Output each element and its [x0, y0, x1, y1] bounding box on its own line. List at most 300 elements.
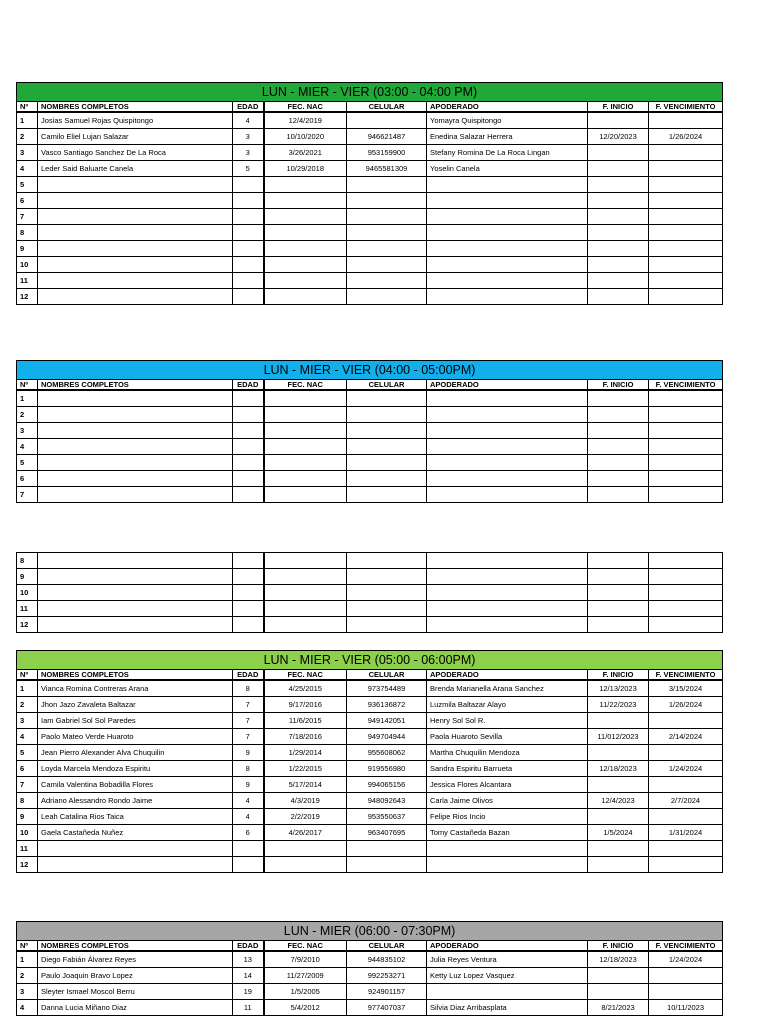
start-date-cell [588, 617, 649, 633]
guardian-cell [427, 257, 588, 273]
expiry-date-cell [649, 841, 723, 857]
row-number-cell: 4 [17, 729, 38, 745]
phone-cell [347, 390, 427, 407]
full-name-cell: Danna Lucia Miñano Diaz [38, 1000, 233, 1016]
guardian-cell [427, 209, 588, 225]
table-row [17, 984, 723, 1000]
age-cell: 7 [233, 729, 264, 745]
start-date-cell [588, 487, 649, 503]
birth-date-cell [264, 225, 347, 241]
header-phone: CELULAR [347, 941, 427, 952]
full-name-cell: Adriano Alessandro Rondo Jaime [38, 793, 233, 809]
expiry-date-cell: 2/14/2024 [649, 729, 723, 745]
header-age: EDAD [233, 102, 264, 113]
header-guardian: APODERADO [427, 670, 588, 681]
birth-date-cell: 2/2/2019 [264, 809, 347, 825]
age-cell: 13 [233, 951, 264, 968]
header-number: Nº [17, 941, 38, 952]
phone-cell: 919556980 [347, 761, 427, 777]
full-name-cell [38, 407, 233, 423]
phone-cell: 994065156 [347, 777, 427, 793]
guardian-cell: Yomayra Quispitongo [427, 112, 588, 129]
age-cell: 4 [233, 809, 264, 825]
phone-cell: 992253271 [347, 968, 427, 984]
phone-cell [347, 857, 427, 873]
table-row [17, 145, 723, 161]
header-full-name: NOMBRES COMPLETOS [38, 380, 233, 391]
table-row [17, 161, 723, 177]
row-number-cell: 4 [17, 1000, 38, 1016]
table-row [17, 455, 723, 471]
age-cell: 7 [233, 713, 264, 729]
header-start-date: F. INICIO [588, 941, 649, 952]
table-row [17, 713, 723, 729]
row-number-cell: 5 [17, 177, 38, 193]
expiry-date-cell [649, 145, 723, 161]
full-name-cell: Jean Pierro Alexander Alva Chuquilin [38, 745, 233, 761]
expiry-date-cell [649, 407, 723, 423]
row-number-cell: 2 [17, 129, 38, 145]
header-expiry-date: F. VENCIMIENTO [649, 102, 723, 113]
age-cell [233, 439, 264, 455]
expiry-date-cell [649, 984, 723, 1000]
enrollment-table [16, 921, 723, 1016]
row-number-cell: 7 [17, 777, 38, 793]
header-age: EDAD [233, 941, 264, 952]
expiry-date-cell [649, 585, 723, 601]
birth-date-cell [264, 585, 347, 601]
phone-cell: 949704944 [347, 729, 427, 745]
full-name-cell [38, 193, 233, 209]
table-row [17, 968, 723, 984]
phone-cell [347, 407, 427, 423]
row-number-cell: 10 [17, 585, 38, 601]
age-cell: 9 [233, 777, 264, 793]
start-date-cell: 1/5/2024 [588, 825, 649, 841]
start-date-cell [588, 439, 649, 455]
guardian-cell [427, 193, 588, 209]
start-date-cell [588, 273, 649, 289]
phone-cell [347, 601, 427, 617]
row-number-cell: 3 [17, 713, 38, 729]
birth-date-cell: 1/29/2014 [264, 745, 347, 761]
age-cell [233, 225, 264, 241]
start-date-cell [588, 809, 649, 825]
birth-date-cell [264, 841, 347, 857]
phone-cell [347, 487, 427, 503]
full-name-cell: Paolo Mateo Verde Huaroto [38, 729, 233, 745]
birth-date-cell: 12/4/2019 [264, 112, 347, 129]
start-date-cell [588, 161, 649, 177]
full-name-cell [38, 569, 233, 585]
table-row [17, 809, 723, 825]
guardian-cell: Ketty Luz Lopez Vasquez [427, 968, 588, 984]
header-number: Nº [17, 102, 38, 113]
guardian-cell [427, 225, 588, 241]
age-cell [233, 553, 264, 569]
birth-date-cell [264, 257, 347, 273]
row-number-cell: 9 [17, 569, 38, 585]
start-date-cell: 11/012/2023 [588, 729, 649, 745]
full-name-cell [38, 471, 233, 487]
guardian-cell [427, 407, 588, 423]
row-number-cell: 3 [17, 423, 38, 439]
full-name-cell [38, 553, 233, 569]
table-row [17, 129, 723, 145]
start-date-cell: 12/18/2023 [588, 951, 649, 968]
expiry-date-cell [649, 487, 723, 503]
phone-cell [347, 471, 427, 487]
row-number-cell: 9 [17, 809, 38, 825]
guardian-cell: Yoselin Canela [427, 161, 588, 177]
full-name-cell [38, 585, 233, 601]
phone-cell: 963407695 [347, 825, 427, 841]
start-date-cell [588, 745, 649, 761]
row-number-cell: 10 [17, 825, 38, 841]
guardian-cell [427, 553, 588, 569]
phone-cell [347, 585, 427, 601]
table-row [17, 601, 723, 617]
row-number-cell: 5 [17, 455, 38, 471]
start-date-cell [588, 777, 649, 793]
header-guardian: APODERADO [427, 102, 588, 113]
full-name-cell: Paulo Joaquin Bravo Lopez [38, 968, 233, 984]
table-row [17, 289, 723, 305]
guardian-cell [427, 585, 588, 601]
header-number: Nº [17, 380, 38, 391]
birth-date-cell [264, 407, 347, 423]
full-name-cell [38, 225, 233, 241]
row-number-cell: 1 [17, 112, 38, 129]
age-cell [233, 857, 264, 873]
expiry-date-cell [649, 423, 723, 439]
expiry-date-cell [649, 257, 723, 273]
birth-date-cell [264, 439, 347, 455]
phone-cell: 946621487 [347, 129, 427, 145]
full-name-cell [38, 257, 233, 273]
birth-date-cell [264, 487, 347, 503]
table-row [17, 745, 723, 761]
expiry-date-cell [649, 112, 723, 129]
guardian-cell: Sandra Espiritu Barrueta [427, 761, 588, 777]
expiry-date-cell [649, 177, 723, 193]
full-name-cell: Iam Gabriel Sol Sol Paredes [38, 713, 233, 729]
birth-date-cell: 4/26/2017 [264, 825, 347, 841]
row-number-cell: 6 [17, 471, 38, 487]
guardian-cell: Brenda Marianella Arana Sanchez [427, 680, 588, 697]
row-number-cell: 4 [17, 161, 38, 177]
schedule-table-1 [16, 82, 722, 305]
full-name-cell [38, 487, 233, 503]
table-row [17, 777, 723, 793]
guardian-cell [427, 471, 588, 487]
expiry-date-cell: 1/31/2024 [649, 825, 723, 841]
table-row [17, 439, 723, 455]
expiry-date-cell [649, 857, 723, 873]
expiry-date-cell [649, 809, 723, 825]
guardian-cell: Tomy Castañeda Bazan [427, 825, 588, 841]
table-row [17, 951, 723, 968]
age-cell: 14 [233, 968, 264, 984]
start-date-cell [588, 177, 649, 193]
phone-cell [347, 423, 427, 439]
row-number-cell: 8 [17, 225, 38, 241]
expiry-date-cell [649, 569, 723, 585]
header-start-date: F. INICIO [588, 102, 649, 113]
age-cell: 5 [233, 161, 264, 177]
expiry-date-cell [649, 745, 723, 761]
guardian-cell: Enedina Salazar Herrera [427, 129, 588, 145]
birth-date-cell [264, 241, 347, 257]
phone-cell: 936136872 [347, 697, 427, 713]
expiry-date-cell [649, 968, 723, 984]
table-row [17, 177, 723, 193]
expiry-date-cell [649, 617, 723, 633]
table-row [17, 569, 723, 585]
phone-cell: 948092643 [347, 793, 427, 809]
age-cell: 3 [233, 129, 264, 145]
full-name-cell: Josias Samuel Rojas Quispitongo [38, 112, 233, 129]
guardian-cell [427, 487, 588, 503]
start-date-cell: 12/13/2023 [588, 680, 649, 697]
header-birth-date: FEC. NAC [264, 102, 347, 113]
start-date-cell [588, 857, 649, 873]
row-number-cell: 9 [17, 241, 38, 257]
start-date-cell [588, 193, 649, 209]
age-cell [233, 209, 264, 225]
phone-cell: 977407037 [347, 1000, 427, 1016]
table-row [17, 209, 723, 225]
guardian-cell [427, 273, 588, 289]
expiry-date-cell [649, 161, 723, 177]
phone-cell [347, 193, 427, 209]
table-title: LUN - MIER (06:00 - 07:30PM) [17, 922, 723, 941]
table-row [17, 825, 723, 841]
header-birth-date: FEC. NAC [264, 670, 347, 681]
birth-date-cell: 5/4/2012 [264, 1000, 347, 1016]
full-name-cell [38, 241, 233, 257]
table-row [17, 697, 723, 713]
table-row [17, 761, 723, 777]
phone-cell [347, 439, 427, 455]
guardian-cell: Henry Sol Sol R. [427, 713, 588, 729]
table-row [17, 1000, 723, 1016]
guardian-cell: Julia Reyes Ventura [427, 951, 588, 968]
row-number-cell: 12 [17, 289, 38, 305]
birth-date-cell [264, 471, 347, 487]
phone-cell: 953159900 [347, 145, 427, 161]
row-number-cell: 8 [17, 793, 38, 809]
phone-cell: 955608062 [347, 745, 427, 761]
birth-date-cell: 4/3/2019 [264, 793, 347, 809]
start-date-cell [588, 225, 649, 241]
age-cell: 7 [233, 697, 264, 713]
birth-date-cell [264, 601, 347, 617]
start-date-cell [588, 145, 649, 161]
expiry-date-cell: 1/26/2024 [649, 697, 723, 713]
row-number-cell: 11 [17, 273, 38, 289]
full-name-cell [38, 439, 233, 455]
enrollment-table [16, 552, 723, 633]
guardian-cell: Jessica Flores Alcantara [427, 777, 588, 793]
table-title: LUN - MIER - VIER (05:00 - 06:00PM) [17, 651, 723, 670]
start-date-cell [588, 968, 649, 984]
header-age: EDAD [233, 380, 264, 391]
row-number-cell: 3 [17, 145, 38, 161]
table-row [17, 729, 723, 745]
table-row [17, 487, 723, 503]
guardian-cell: Stefany Romina De La Roca Lingan [427, 145, 588, 161]
header-phone: CELULAR [347, 670, 427, 681]
expiry-date-cell [649, 241, 723, 257]
start-date-cell [588, 713, 649, 729]
expiry-date-cell [649, 273, 723, 289]
guardian-cell: Paola Huaroto Sevilla [427, 729, 588, 745]
table-row [17, 617, 723, 633]
age-cell [233, 273, 264, 289]
enrollment-table [16, 650, 723, 873]
table-row [17, 841, 723, 857]
full-name-cell [38, 841, 233, 857]
birth-date-cell: 10/29/2018 [264, 161, 347, 177]
birth-date-cell: 11/27/2009 [264, 968, 347, 984]
full-name-cell [38, 423, 233, 439]
expiry-date-cell [649, 390, 723, 407]
table-row [17, 857, 723, 873]
expiry-date-cell [649, 193, 723, 209]
header-expiry-date: F. VENCIMIENTO [649, 670, 723, 681]
header-start-date: F. INICIO [588, 380, 649, 391]
expiry-date-cell: 1/24/2024 [649, 761, 723, 777]
header-full-name: NOMBRES COMPLETOS [38, 670, 233, 681]
age-cell [233, 241, 264, 257]
birth-date-cell [264, 455, 347, 471]
phone-cell: 949142051 [347, 713, 427, 729]
row-number-cell: 2 [17, 968, 38, 984]
row-number-cell: 7 [17, 209, 38, 225]
full-name-cell: Diego Fabián Álvarez Reyes [38, 951, 233, 968]
full-name-cell [38, 617, 233, 633]
schedule-table-2-continued [16, 552, 722, 633]
birth-date-cell: 5/17/2014 [264, 777, 347, 793]
expiry-date-cell: 1/26/2024 [649, 129, 723, 145]
full-name-cell: Loyda Marcela Mendoza Espiritu [38, 761, 233, 777]
row-number-cell: 2 [17, 407, 38, 423]
table-row [17, 471, 723, 487]
expiry-date-cell [649, 601, 723, 617]
expiry-date-cell: 2/7/2024 [649, 793, 723, 809]
guardian-cell [427, 617, 588, 633]
expiry-date-cell [649, 209, 723, 225]
header-birth-date: FEC. NAC [264, 380, 347, 391]
full-name-cell [38, 455, 233, 471]
expiry-date-cell [649, 225, 723, 241]
phone-cell: 944835102 [347, 951, 427, 968]
full-name-cell [38, 857, 233, 873]
start-date-cell [588, 112, 649, 129]
guardian-cell [427, 439, 588, 455]
full-name-cell: Leder Said Baluarte Canela [38, 161, 233, 177]
row-number-cell: 6 [17, 193, 38, 209]
birth-date-cell [264, 423, 347, 439]
start-date-cell: 8/21/2023 [588, 1000, 649, 1016]
age-cell [233, 601, 264, 617]
birth-date-cell: 1/5/2005 [264, 984, 347, 1000]
table-row [17, 423, 723, 439]
start-date-cell [588, 601, 649, 617]
guardian-cell: Carla Jaime Olivos [427, 793, 588, 809]
header-birth-date: FEC. NAC [264, 941, 347, 952]
expiry-date-cell [649, 713, 723, 729]
phone-cell [347, 257, 427, 273]
birth-date-cell [264, 390, 347, 407]
age-cell [233, 455, 264, 471]
expiry-date-cell [649, 471, 723, 487]
full-name-cell: Vasco Santiago Sanchez De La Roca [38, 145, 233, 161]
birth-date-cell: 3/26/2021 [264, 145, 347, 161]
start-date-cell [588, 569, 649, 585]
phone-cell [347, 455, 427, 471]
age-cell [233, 841, 264, 857]
row-number-cell: 10 [17, 257, 38, 273]
age-cell: 3 [233, 145, 264, 161]
schedule-table-3 [16, 650, 722, 873]
age-cell: 8 [233, 680, 264, 697]
guardian-cell [427, 984, 588, 1000]
header-age: EDAD [233, 670, 264, 681]
row-number-cell: 1 [17, 680, 38, 697]
birth-date-cell [264, 209, 347, 225]
phone-cell [347, 241, 427, 257]
full-name-cell [38, 177, 233, 193]
full-name-cell: Jhon Jazo Zavaleta Baltazar [38, 697, 233, 713]
phone-cell [347, 177, 427, 193]
age-cell: 4 [233, 793, 264, 809]
start-date-cell [588, 455, 649, 471]
row-number-cell: 5 [17, 745, 38, 761]
age-cell [233, 569, 264, 585]
start-date-cell [588, 423, 649, 439]
start-date-cell [588, 241, 649, 257]
row-number-cell: 7 [17, 487, 38, 503]
start-date-cell: 12/18/2023 [588, 761, 649, 777]
table-row [17, 257, 723, 273]
age-cell: 4 [233, 112, 264, 129]
enrollment-table [16, 360, 723, 503]
birth-date-cell [264, 553, 347, 569]
start-date-cell [588, 407, 649, 423]
phone-cell [347, 289, 427, 305]
age-cell [233, 585, 264, 601]
header-guardian: APODERADO [427, 941, 588, 952]
phone-cell [347, 569, 427, 585]
start-date-cell [588, 585, 649, 601]
guardian-cell: Luzmila Baltazar Alayo [427, 697, 588, 713]
row-number-cell: 2 [17, 697, 38, 713]
birth-date-cell: 9/17/2016 [264, 697, 347, 713]
phone-cell [347, 617, 427, 633]
guardian-cell [427, 390, 588, 407]
full-name-cell: Camila Valentina Bobadilla Flores [38, 777, 233, 793]
row-number-cell: 1 [17, 390, 38, 407]
guardian-cell: Silvia Diaz Arribasplata [427, 1000, 588, 1016]
phone-cell [347, 553, 427, 569]
full-name-cell [38, 273, 233, 289]
phone-cell [347, 225, 427, 241]
expiry-date-cell [649, 455, 723, 471]
age-cell [233, 423, 264, 439]
table-row [17, 680, 723, 697]
